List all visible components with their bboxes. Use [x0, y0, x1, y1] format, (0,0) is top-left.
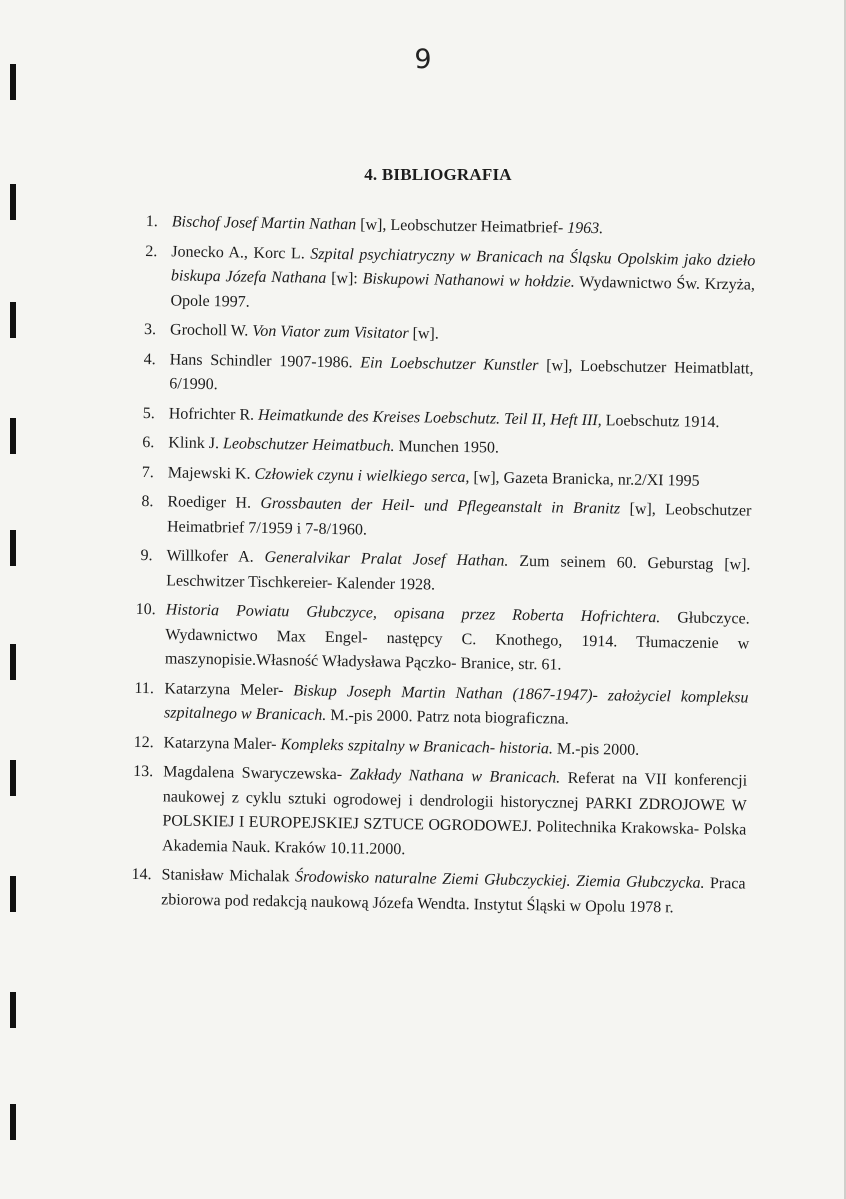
binding-mark: [10, 876, 16, 912]
entry-details: Praca zbiorowa pod redakcją naukową Józefa Wendta. Instytut Śląski w Opolu 1978 r.: [161, 874, 746, 916]
entry-number: 13.: [133, 762, 154, 781]
entry-authors: Stanisław Michalak: [161, 866, 296, 886]
entry-authors: Jonecko A., Korc L.: [171, 242, 311, 263]
entry-authors: Majewski K.: [167, 463, 255, 483]
entry-title: Ein Loebschutzer Kunstler: [360, 353, 539, 374]
entry-title: Szpital psychiatryczny w Branicach na Śląsku Opolskim jako dzieło biskupa Józefa Nathana: [170, 245, 756, 287]
entry-title: Zakłady Nathana w Branicach.: [349, 766, 561, 787]
entry-authors: Willkofer A.: [166, 547, 265, 566]
bibliography-entry: [142, 460, 752, 494]
binding-mark: [10, 760, 16, 796]
page-number: 9: [414, 44, 432, 75]
entry-number: 9.: [140, 546, 153, 565]
entry-title-2: 1963.: [567, 219, 604, 238]
entry-details: Munchen 1950.: [394, 437, 500, 457]
bibliography-entry: [143, 401, 753, 435]
entry-title: Generalvikar Pralat Josef Hathan.: [264, 548, 509, 570]
entry-details: [w].: [408, 325, 439, 343]
bibliography-entry: [133, 760, 748, 868]
entry-number: 10.: [135, 600, 156, 619]
entry-title: Leobschutzer Heimatbuch.: [222, 435, 395, 455]
entry-details: Referat na VII konferencji naukowej z cyklu sztuki ogrodowej i dendrologii historycznej PARKI ZDROJOWE W POLSKIEJ I EUROPEJSKIEJ SZTUCE OGRODOWEJ. Politechnika Krakowska- Polska Akademia Nauk. Kraków 10.11.2000.: [161, 769, 748, 858]
bibliography-entry: [133, 730, 747, 764]
bibliography-entry: [141, 490, 752, 549]
entry-authors: Roediger H.: [167, 493, 261, 512]
bibliography-entry: [142, 431, 752, 465]
entry-authors: Grocholl W.: [169, 321, 253, 340]
entry-authors: Hofrichter R.: [168, 404, 259, 424]
binding-mark: [10, 992, 16, 1028]
entry-details-2: Wydawnictwo Św. Krzyża, Opole 1997.: [170, 273, 756, 311]
entry-details: [w]:: [326, 269, 363, 288]
entry-number: 3.: [143, 320, 157, 339]
entry-details: Loebschutz 1914.: [601, 411, 720, 431]
entry-details: M.-pis 2000. Patrz nota biograficzna.: [326, 706, 570, 728]
binding-mark: [10, 184, 16, 220]
binding-mark: [10, 644, 16, 680]
binding-mark: [10, 530, 16, 566]
entry-title: Heimatkunde des Kreises Loebschutz. Teil II, Heft III,: [257, 406, 602, 429]
entry-number: 1.: [145, 212, 158, 231]
bibliography-list: [131, 210, 756, 926]
bibliography-entry: [140, 544, 751, 603]
entry-number: 11.: [134, 679, 155, 697]
bibliography-entry: [143, 347, 754, 406]
entry-title: Środowisko naturalne Ziemi Głubczyckiej. Ziemia Głubczycka.: [294, 868, 705, 892]
entry-authors: Klink J.: [168, 434, 224, 453]
entry-title: Historia Powiatu Głubczyce, opisana przez Roberta Hofrichtera.: [165, 601, 661, 627]
bibliography-entry: [144, 239, 755, 322]
bibliography-entry: [135, 598, 750, 681]
entry-details: [w], Leobschutzer Heimatbrief 7/1959 i 7-8/1960.: [166, 500, 752, 539]
entry-number: 2.: [145, 242, 158, 260]
entry-authors: Hans Schindler 1907-1986.: [169, 350, 361, 371]
entry-number: 4.: [143, 350, 156, 368]
entry-number: 8.: [141, 492, 154, 511]
entry-title: Człowiek czynu i wielkiego serca,: [254, 465, 470, 486]
entry-number: 12.: [133, 733, 154, 751]
binding-mark: [10, 302, 16, 338]
entry-details: Zum seinem 60. Geburstag [w]. Leschwitzer Tischkereier- Kalender 1928.: [166, 552, 751, 594]
section-heading: 4. BIBLIOGRAFIA: [364, 165, 512, 184]
entry-number: 6.: [142, 433, 155, 452]
entry-details: [w], Loebschutzer Heimatblatt, 6/1990.: [169, 356, 754, 394]
entry-title: Biskup Joseph Martin Nathan (1867-1947)- założyciel kompleksu szpitalnego w Branicach.: [163, 681, 749, 724]
entry-details: Głubczyce. Wydawnictwo Max Engel- następcy C. Knothego, 1914. Tłumaczenie w maszynopisie.Własność Władysława Pączko- Branice, str. 61.: [164, 609, 750, 674]
entry-number: 7.: [141, 463, 155, 481]
entry-number: 5.: [142, 404, 155, 422]
entry-details: M.-pis 2000.: [552, 739, 640, 759]
entry-authors: Katarzyna Maler-: [163, 733, 281, 753]
entry-title: Kompleks szpitalny w Branicach- historia.: [280, 735, 554, 757]
bibliography-entry: [134, 676, 749, 735]
entry-title: Grossbauten der Heil- und Pflegeanstalt in Branitz: [260, 494, 621, 518]
entry-authors: Magdalena Swaryczewska-: [163, 763, 350, 784]
entry-number: 14.: [131, 865, 152, 884]
entry-details: [w], Gazeta Branicka, nr.2/XI 1995: [469, 468, 700, 490]
entry-details: [w], Leobschutzer Heimatbrief-: [356, 216, 568, 237]
bibliography-entry: [131, 863, 746, 922]
entry-title: Bischof Josef Martin Nathan: [171, 213, 357, 234]
binding-mark: [10, 418, 16, 454]
bibliography-entry: [144, 318, 754, 352]
entry-title: Von Viator zum Visitator: [252, 322, 409, 343]
entry-authors: Katarzyna Meler-: [164, 679, 294, 699]
binding-mark: [10, 1104, 16, 1140]
entry-title-2: Biskupowi Nathanowi w hołdzie.: [362, 270, 575, 291]
